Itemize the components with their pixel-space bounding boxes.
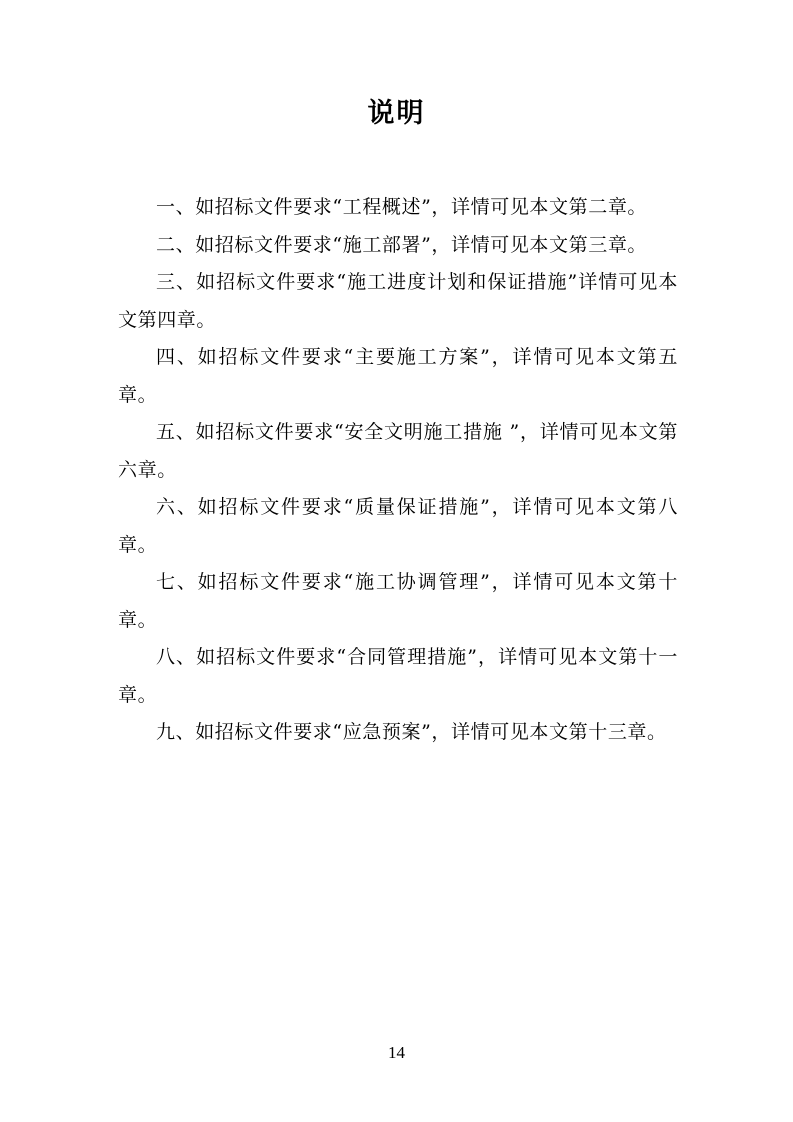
paragraph-2: 二、如招标文件要求“施工部署”，详情可见本文第三章。 [156, 233, 648, 256]
paragraph-4: 四、如招标文件要求“主要施工方案”，详情可见本文第五章。 [118, 346, 678, 406]
paragraph-8: 八、如招标文件要求“合同管理措施”，详情可见本文第十一章。 [118, 646, 678, 706]
paragraph-1: 一、如招标文件要求“工程概述”，详情可见本文第二章。 [156, 196, 648, 218]
paragraph-9: 九、如招标文件要求“应急预案”，详情可见本文第十三章。 [156, 721, 667, 743]
body-text [118, 189, 678, 752]
paragraph-3: 三、如招标文件要求“施工进度计划和保证措施”详情可见本文第四章。 [118, 271, 678, 331]
paragraph-6: 六、如招标文件要求“质量保证措施”，详情可见本文第八章。 [118, 496, 678, 556]
paragraph-7: 七、如招标文件要求“施工协调管理”，详情可见本文第十章。 [118, 571, 678, 631]
page-number: 14 [388, 1043, 405, 1062]
paragraph-5: 五、如招标文件要求“安全文明施工措施 ”，详情可见本文第六章。 [118, 421, 678, 481]
page-title: 说明 [367, 98, 426, 129]
